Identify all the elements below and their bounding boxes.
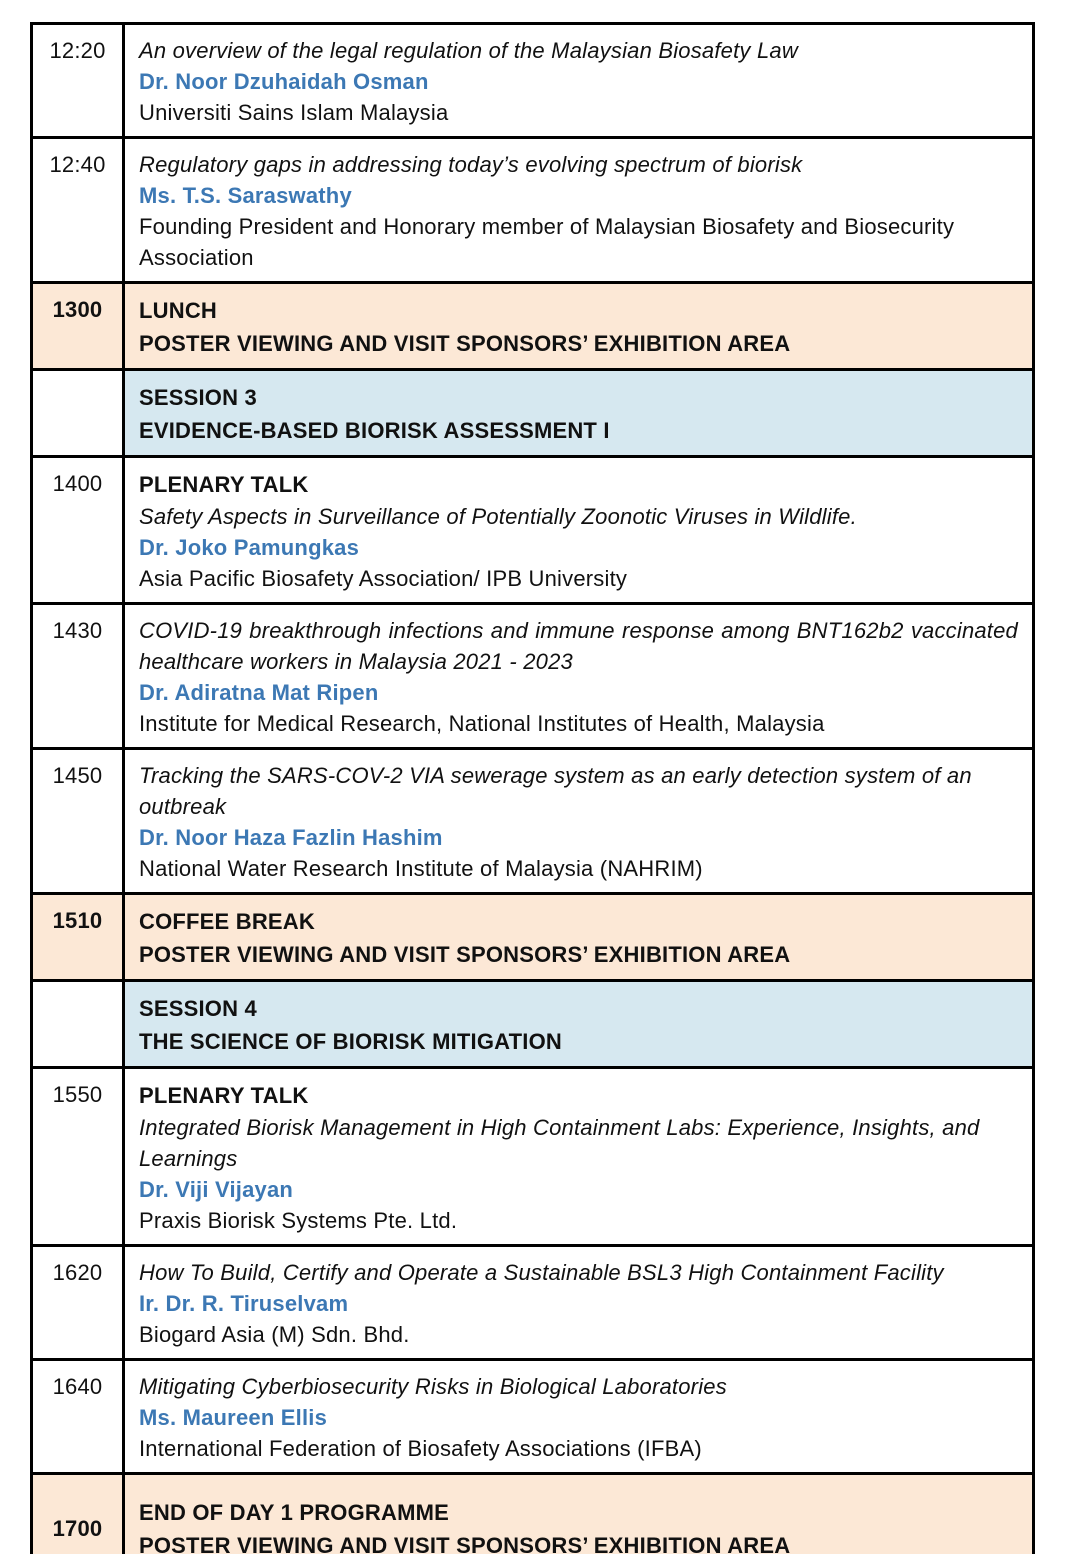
talk-title: Mitigating Cyberbiosecurity Risks in Biological Laboratories: [139, 1374, 727, 1399]
content-cell: [124, 894, 1034, 981]
table-row-1240: [32, 138, 1034, 283]
content-cell: [124, 1360, 1034, 1474]
speaker-name: Dr. Noor Haza Fazlin Hashim: [139, 825, 443, 850]
table-row-1550: [32, 1068, 1034, 1246]
content-cell: [124, 604, 1034, 749]
time-cell: [32, 1068, 124, 1246]
content-cell: [124, 1474, 1034, 1554]
table-row-session4: [32, 981, 1034, 1068]
talk-type-label: PLENARY TALK: [139, 1083, 309, 1108]
speaker-affiliation: Universiti Sains Islam Malaysia: [139, 100, 449, 125]
time-value: 1450: [52, 763, 103, 788]
content-cell: [124, 749, 1034, 894]
table-row-1450: [32, 749, 1034, 894]
content-cell: [124, 1246, 1034, 1360]
time-cell: [32, 749, 124, 894]
time-value: 12:20: [49, 38, 106, 63]
speaker-affiliation: Biogard Asia (M) Sdn. Bhd.: [139, 1322, 410, 1347]
speaker-name: Dr. Noor Dzuhaidah Osman: [139, 69, 429, 94]
content-cell: [124, 138, 1034, 283]
speaker-name: Ms. T.S. Saraswathy: [139, 183, 352, 208]
table-row-end-of-day: [32, 1474, 1034, 1554]
talk-title: An overview of the legal regulation of the Malaysian Biosafety Law: [139, 38, 798, 63]
speaker-affiliation: Praxis Biorisk Systems Pte. Ltd.: [139, 1208, 458, 1233]
time-value: 1430: [52, 618, 103, 643]
break-title: COFFEE BREAK: [139, 909, 315, 934]
talk-title: How To Build, Certify and Operate a Sustainable BSL3 High Containment Facility: [139, 1260, 944, 1285]
time-cell: [32, 138, 124, 283]
speaker-affiliation: International Federation of Biosafety Associations (IFBA): [139, 1436, 702, 1461]
speaker-affiliation: National Water Research Institute of Malaysia (NAHRIM): [139, 856, 703, 881]
content-cell: [124, 457, 1034, 604]
table-row-session3: [32, 370, 1034, 457]
time-cell: [32, 457, 124, 604]
speaker-name: Dr. Adiratna Mat Ripen: [139, 680, 379, 705]
speaker-name: Dr. Viji Vijayan: [139, 1177, 294, 1202]
time-value: 1550: [52, 1082, 103, 1107]
break-subtitle: POSTER VIEWING AND VISIT SPONSORS’ EXHIBITION AREA: [139, 942, 791, 967]
speaker-name: Ms. Maureen Ellis: [139, 1405, 328, 1430]
time-cell: [32, 604, 124, 749]
programme-table: [30, 22, 1035, 1554]
session-title: THE SCIENCE OF BIORISK MITIGATION: [139, 1029, 562, 1054]
time-cell: [32, 981, 124, 1068]
time-cell: [32, 283, 124, 370]
time-value: 1510: [52, 908, 103, 933]
session-number: SESSION 3: [139, 385, 257, 410]
break-subtitle: POSTER VIEWING AND VISIT SPONSORS’ EXHIBITION AREA: [139, 331, 791, 356]
speaker-affiliation: Institute for Medical Research, National Institutes of Health, Malaysia: [139, 711, 825, 736]
speaker-name: Ir. Dr. R. Tiruselvam: [139, 1291, 349, 1316]
table-row-lunch: [32, 283, 1034, 370]
time-cell: [32, 1360, 124, 1474]
break-title: LUNCH: [139, 298, 217, 323]
time-cell: [32, 1474, 124, 1554]
session-title: EVIDENCE-BASED BIORISK ASSESSMENT I: [139, 418, 610, 443]
time-cell: [32, 894, 124, 981]
table-row-1220: [32, 24, 1034, 138]
talk-title: Tracking the SARS-COV-2 VIA sewerage system as an early detection system of an outbreak: [139, 763, 972, 819]
session-number: SESSION 4: [139, 996, 257, 1021]
table-row-1640: [32, 1360, 1034, 1474]
table-row-1620: [32, 1246, 1034, 1360]
time-value: 1620: [52, 1260, 103, 1285]
content-cell: [124, 1068, 1034, 1246]
talk-title: Integrated Biorisk Management in High Containment Labs: Experience, Insights, and Learnings: [139, 1115, 980, 1171]
table-row-1430: [32, 604, 1034, 749]
time-value: 1300: [52, 297, 103, 322]
time-cell: [32, 24, 124, 138]
time-cell: [32, 370, 124, 457]
talk-type-label: PLENARY TALK: [139, 472, 309, 497]
talk-title: Regulatory gaps in addressing today’s evolving spectrum of biorisk: [139, 152, 803, 177]
talk-title: COVID-19 breakthrough infections and immune response among BNT162b2 vaccinated healthcare workers in Malaysia 2021 - 2023: [139, 618, 1018, 674]
time-value: 1400: [52, 471, 103, 496]
time-value: 12:40: [49, 152, 106, 177]
content-cell: [124, 24, 1034, 138]
end-title: END OF DAY 1 PROGRAMME: [139, 1500, 450, 1525]
content-cell: [124, 370, 1034, 457]
time-value: 1700: [52, 1515, 103, 1541]
content-cell: [124, 981, 1034, 1068]
content-cell: [124, 283, 1034, 370]
table-row-1400: [32, 457, 1034, 604]
talk-title: Safety Aspects in Surveillance of Potentially Zoonotic Viruses in Wildlife.: [139, 504, 857, 529]
speaker-affiliation: Asia Pacific Biosafety Association/ IPB University: [139, 566, 628, 591]
end-subtitle: POSTER VIEWING AND VISIT SPONSORS’ EXHIBITION AREA: [139, 1533, 791, 1554]
time-cell: [32, 1246, 124, 1360]
table-row-coffee: [32, 894, 1034, 981]
time-value: 1640: [52, 1374, 103, 1399]
speaker-affiliation: Founding President and Honorary member of Malaysian Biosafety and Biosecurity Association: [139, 214, 955, 270]
speaker-name: Dr. Joko Pamungkas: [139, 535, 360, 560]
